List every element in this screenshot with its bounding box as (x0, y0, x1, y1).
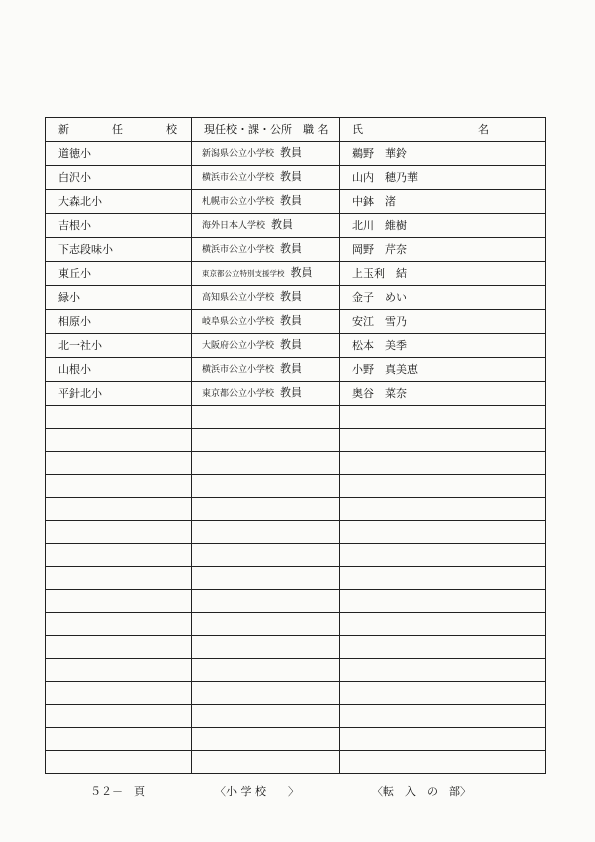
empty-table-row (46, 659, 546, 682)
header-new-school-char: 新 (58, 122, 69, 136)
empty-cell (192, 751, 340, 774)
empty-table-row (46, 429, 546, 452)
empty-cell (46, 452, 192, 475)
empty-cell (340, 659, 546, 682)
empty-cell (46, 682, 192, 705)
empty-cell (340, 475, 546, 498)
current-post-cell (192, 262, 340, 286)
name-cell: 鵜野 華鈴 (340, 142, 546, 166)
new-school-cell: 東丘小 (46, 262, 192, 286)
empty-cell (46, 567, 192, 590)
empty-cell (192, 590, 340, 613)
position: 教員 (280, 290, 303, 303)
new-school-cell: 大森北小 (46, 190, 192, 214)
empty-cell (192, 521, 340, 544)
position: 教員 (280, 362, 303, 375)
empty-table-row (46, 452, 546, 475)
current-school: 横浜市公立小学校 (202, 173, 275, 183)
empty-table-row (46, 521, 546, 544)
empty-cell (340, 429, 546, 452)
empty-cell (192, 452, 340, 475)
current-post-cell (192, 310, 340, 334)
current-school: 海外日本人学校 (202, 221, 266, 231)
header-name (340, 118, 546, 142)
table-row (46, 214, 546, 238)
new-school-cell: 吉根小 (46, 214, 192, 238)
empty-cell (46, 475, 192, 498)
header-new-school-char: 任 (112, 122, 123, 136)
empty-cell (192, 682, 340, 705)
new-school-cell: 北一社小 (46, 334, 192, 358)
empty-cell (340, 521, 546, 544)
current-post-cell (192, 382, 340, 406)
empty-cell (192, 567, 340, 590)
empty-cell (340, 682, 546, 705)
name-cell: 金子 めい (340, 286, 546, 310)
empty-cell (46, 613, 192, 636)
table-row (46, 142, 546, 166)
name-cell: 山内 穂乃華 (340, 166, 546, 190)
position: 教員 (271, 218, 294, 231)
empty-cell (46, 728, 192, 751)
name-cell: 安江 雪乃 (340, 310, 546, 334)
current-school: 札幌市公立小学校 (202, 197, 275, 207)
empty-cell (46, 705, 192, 728)
header-new-school (46, 118, 192, 142)
new-school-cell: 緑小 (46, 286, 192, 310)
current-school: 高知県公立小学校 (202, 293, 275, 303)
empty-cell (46, 429, 192, 452)
name-cell: 北川 維樹 (340, 214, 546, 238)
current-post-cell (192, 142, 340, 166)
name-cell: 奥谷 菜奈 (340, 382, 546, 406)
new-school-cell: 相原小 (46, 310, 192, 334)
current-post-cell (192, 286, 340, 310)
empty-table-row (46, 406, 546, 429)
empty-cell (340, 406, 546, 429)
table-row (46, 190, 546, 214)
empty-cell (192, 544, 340, 567)
current-post-cell (192, 190, 340, 214)
empty-table-row (46, 475, 546, 498)
position: 教員 (280, 242, 303, 255)
header-name-char: 氏 (352, 122, 363, 136)
name-cell: 上玉利 結 (340, 262, 546, 286)
empty-cell (192, 475, 340, 498)
table-header-row (46, 118, 546, 142)
empty-cell (192, 728, 340, 751)
current-post-cell (192, 334, 340, 358)
empty-cell (192, 705, 340, 728)
blank-rows (46, 406, 546, 774)
position: 教員 (280, 146, 303, 159)
empty-cell (192, 636, 340, 659)
empty-cell (192, 498, 340, 521)
empty-table-row (46, 498, 546, 521)
empty-table-row (46, 567, 546, 590)
header-current-post (192, 118, 340, 142)
table-row (46, 238, 546, 262)
empty-table-row (46, 613, 546, 636)
empty-table-row (46, 682, 546, 705)
empty-table-row (46, 590, 546, 613)
new-school-cell: 下志段味小 (46, 238, 192, 262)
current-post-cell (192, 358, 340, 382)
empty-cell (340, 705, 546, 728)
position: 教員 (280, 386, 303, 399)
current-post-cell (192, 238, 340, 262)
empty-cell (340, 751, 546, 774)
current-school: 岐阜県公立小学校 (202, 317, 275, 327)
name-cell: 松本 美季 (340, 334, 546, 358)
table-body (46, 142, 546, 406)
empty-cell (46, 521, 192, 544)
position: 教員 (280, 338, 303, 351)
empty-cell (340, 498, 546, 521)
table-row (46, 262, 546, 286)
empty-cell (46, 590, 192, 613)
current-post-cell (192, 166, 340, 190)
name-cell: 中鉢 渚 (340, 190, 546, 214)
empty-cell (192, 429, 340, 452)
empty-table-row (46, 751, 546, 774)
position: 教員 (280, 170, 303, 183)
empty-table-row (46, 705, 546, 728)
table-row (46, 310, 546, 334)
position: 教員 (290, 266, 313, 279)
current-school: 東京都公立小学校 (202, 389, 275, 399)
current-school: 横浜市公立小学校 (202, 365, 275, 375)
personnel-table-container (45, 117, 545, 774)
empty-table-row (46, 728, 546, 751)
empty-cell (46, 544, 192, 567)
empty-cell (192, 406, 340, 429)
header-new-school-char: 校 (166, 122, 177, 136)
empty-cell (340, 613, 546, 636)
table-row (46, 382, 546, 406)
table-row (46, 166, 546, 190)
table-row (46, 286, 546, 310)
empty-cell (46, 751, 192, 774)
position: 教員 (280, 194, 303, 207)
new-school-cell: 山根小 (46, 358, 192, 382)
name-cell: 小野 真美恵 (340, 358, 546, 382)
new-school-cell: 白沢小 (46, 166, 192, 190)
empty-cell (46, 636, 192, 659)
position: 教員 (280, 314, 303, 327)
empty-cell (340, 567, 546, 590)
empty-cell (46, 659, 192, 682)
new-school-cell: 平針北小 (46, 382, 192, 406)
name-cell: 岡野 芹奈 (340, 238, 546, 262)
empty-cell (46, 406, 192, 429)
table-row (46, 358, 546, 382)
school-category: 〈小 学 校 〉 (215, 785, 299, 798)
current-school: 新潟県公立小学校 (202, 149, 275, 159)
current-school: 大阪府公立小学校 (202, 341, 275, 351)
header-current-post-label: 現任校・課・公所 職 名 (204, 122, 329, 136)
current-school: 東京都公立特別支援学校 (202, 269, 285, 278)
new-school-cell: 道徳小 (46, 142, 192, 166)
empty-cell (192, 613, 340, 636)
empty-cell (340, 452, 546, 475)
empty-cell (192, 659, 340, 682)
page-number: ５２－ 頁 (90, 785, 145, 798)
personnel-table (45, 117, 546, 774)
current-post-cell (192, 214, 340, 238)
empty-cell (340, 728, 546, 751)
empty-table-row (46, 636, 546, 659)
section-label: 〈転 入 の 部〉 (372, 785, 471, 798)
empty-table-row (46, 544, 546, 567)
header-name-char: 名 (478, 122, 489, 136)
table-row (46, 334, 546, 358)
empty-cell (46, 498, 192, 521)
empty-cell (340, 544, 546, 567)
empty-cell (340, 636, 546, 659)
empty-cell (340, 590, 546, 613)
current-school: 横浜市公立小学校 (202, 245, 275, 255)
